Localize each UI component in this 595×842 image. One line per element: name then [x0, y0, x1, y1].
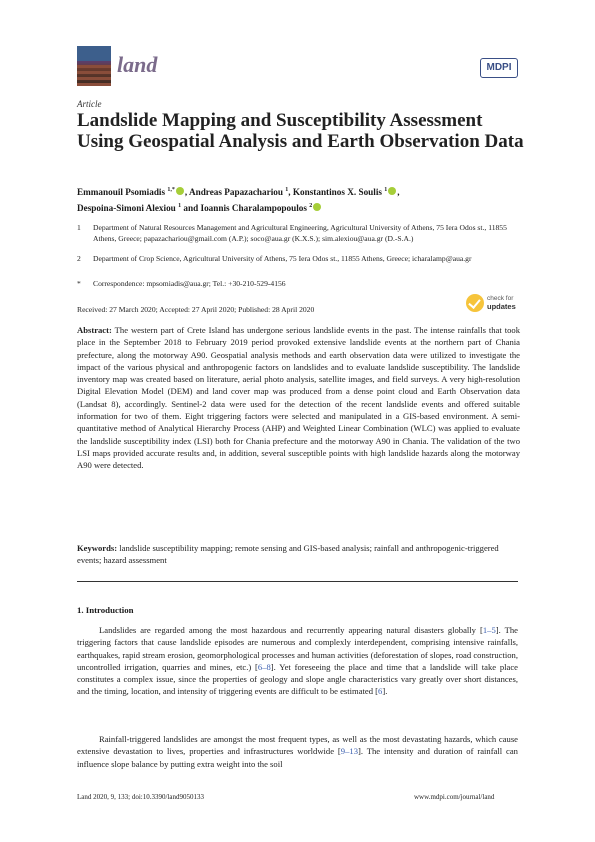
paragraph-text: Landslides are regarded among the most hazardous and recurrently appearing natural disasters globally [ [99, 625, 483, 635]
publisher-logo[interactable]: MDPI [480, 58, 518, 78]
author-and: and [183, 202, 199, 213]
author-list: Emmanouil Psomiadis $^{1,*}$ , Andreas Papazachariou $^1$, Konstantinos X. Soulis $^1$ , Despoina-Simoni Alexiou $^1$ and Ioannis Charalampopoulos $^2$ [77, 187, 400, 213]
article-title: Landslide Mapping and Susceptibility Assessment Using Geospatial Analysis and Earth Observation Data [77, 110, 524, 152]
citation-link[interactable]: 6–8 [257, 661, 271, 672]
paragraph-text: ]. The triggering factors that cause landslide episodes are numerous and complexly interdependent, comprising intensive rainfalls, earthquakes, rapid stream erosion, geomorphological processes and human activities (deforestation of slopes, road construction, uncontrolled irrigation, quarries and mines, etc.) [ [77, 625, 518, 672]
check-updates-line1: check for [487, 295, 514, 302]
paragraph-2 [77, 733, 518, 770]
paragraph-text: ]. Yet foreseeing the place and time that a landslide will take place constitutes a complex issue, since the properties of geology and slope angle characteristics vary greatly over short distances, and the timing, location, and intensity of triggering events are difficult to be estimated [ [77, 661, 518, 697]
paragraph-text: Rainfall-triggered landslides are amongst the most frequent types, as well as the most devastating hazards, which cause extensive devastation to lives, properties and infrastructures worldwide [ [77, 734, 518, 757]
author-2-affil: 1 [285, 187, 289, 193]
citation-link[interactable]: 9–13 [340, 746, 358, 757]
author-2[interactable]: Andreas Papazachariou [188, 187, 283, 198]
paragraph-1 [77, 624, 518, 698]
orcid-icon[interactable] [176, 187, 184, 195]
author-5-affil: 2 [309, 202, 313, 209]
footer-citation: Land 2020, 9, 133; doi:10.3390/land9050133 [77, 793, 204, 801]
affiliation-number: * [77, 279, 81, 288]
article-type: Article [77, 99, 102, 109]
author-3[interactable]: Konstantinos X. Soulis [292, 187, 382, 198]
abstract-text: The western part of Crete Island has undergone serious landslide events in the past. The intense rainfalls that took place in the September 2018 to February 2019 period provoked extensive landslide events at the northern part of Chania prefecture, along the motorway A90. Geospatial analysis methods and earth observation data were utilized to investigate the impact of the various physical and anthropogenic factors on landslides and to evaluate landslide susceptibility. The landslide inventory map was created based on literature, aerial photo analysis, satellite images, and field surveys. A very high-resolution Digital Elevation Model (DEM) and land cover map was produced from a dense point cloud and Earth Observation data (Landsat 8), accordingly. Sentinel-2 data were used for the detection of the recent landslide events and offered suitable information for two of them. Eight triggering factors were selected and manipulated in a GIS-based environment. A semi-quantitative method of Analytical Hierarchy Process (AHP) and Weighted Linear Combination (WLC) was applied to evaluate the landslide susceptibility index (LSI) both for Chania prefecture and the motorway A90 in Chania. The validation of the two LSI maps provided accurate results and, in addition, several susceptible points with high landslide hazards along the motorway A90 were detected. [77, 325, 520, 471]
affiliation-number: 1 [77, 223, 81, 232]
author-3-affil: 1 [384, 187, 388, 193]
section-heading: 1. Introduction [77, 605, 134, 615]
keywords-text: landslide susceptibility mapping; remote sensing and GIS-based analysis; rainfall and anthropogenic-triggered events; hazard assessment [77, 543, 499, 566]
affiliation-2 [77, 254, 517, 265]
author-1-affil: 1,* [167, 187, 175, 193]
orcid-icon[interactable] [388, 187, 396, 195]
paragraph-text: ]. The intensity and duration of rainfall can influence slope balance by putting extra weight into the soil [77, 746, 518, 769]
keywords [77, 542, 520, 567]
keywords-label: Keywords: [77, 543, 118, 553]
divider [77, 581, 518, 582]
affiliation-1 [77, 223, 517, 244]
abstract [77, 324, 520, 472]
author-5[interactable]: Ioannis Charalampopoulos [200, 202, 307, 213]
journal-name: land [117, 52, 158, 77]
author-4-affil: 1 [178, 202, 182, 209]
footer-journal-url[interactable]: www.mdpi.com/journal/land [414, 793, 495, 801]
check-updates-badge[interactable] [466, 292, 522, 316]
affiliation-number: 2 [77, 254, 81, 263]
affiliation-text: Correspondence: mpsomiadis@aua.gr; Tel.: +30-210-529-4156 [93, 279, 286, 288]
publication-dates: Received: 27 March 2020; Accepted: 27 April 2020; Published: 28 April 2020 [77, 305, 315, 314]
affiliation-text: Department of Natural Resources Management and Agricultural Engineering, Agricultural University of Athens, 75 Iera Odos st., 11855 Athens, Greece; papazachariou@gmail.com (A.P.); soco@aua.gr (K.X.S.); sim.alexiou@aua.gr (D.-S.A.) [93, 223, 507, 243]
check-updates-line2: updates [487, 302, 516, 311]
author-4[interactable]: Despoina-Simoni Alexiou [77, 202, 176, 213]
citation-link[interactable]: 6 [378, 686, 383, 697]
abstract-label: Abstract: [77, 325, 112, 335]
orcid-icon[interactable] [313, 203, 321, 211]
paragraph-text: ]. [382, 686, 388, 697]
journal-logo [77, 46, 111, 86]
citation-link[interactable]: 1–5 [482, 625, 496, 635]
author-1[interactable]: Emmanouil Psomiadis [77, 187, 166, 198]
affiliation-text: Department of Crop Science, Agricultural University of Athens, 75 Iera Odos st., 11855 Athens, Greece; icharalamp@aua.gr [93, 254, 472, 263]
correspondence [77, 279, 517, 290]
check-icon [466, 294, 484, 312]
